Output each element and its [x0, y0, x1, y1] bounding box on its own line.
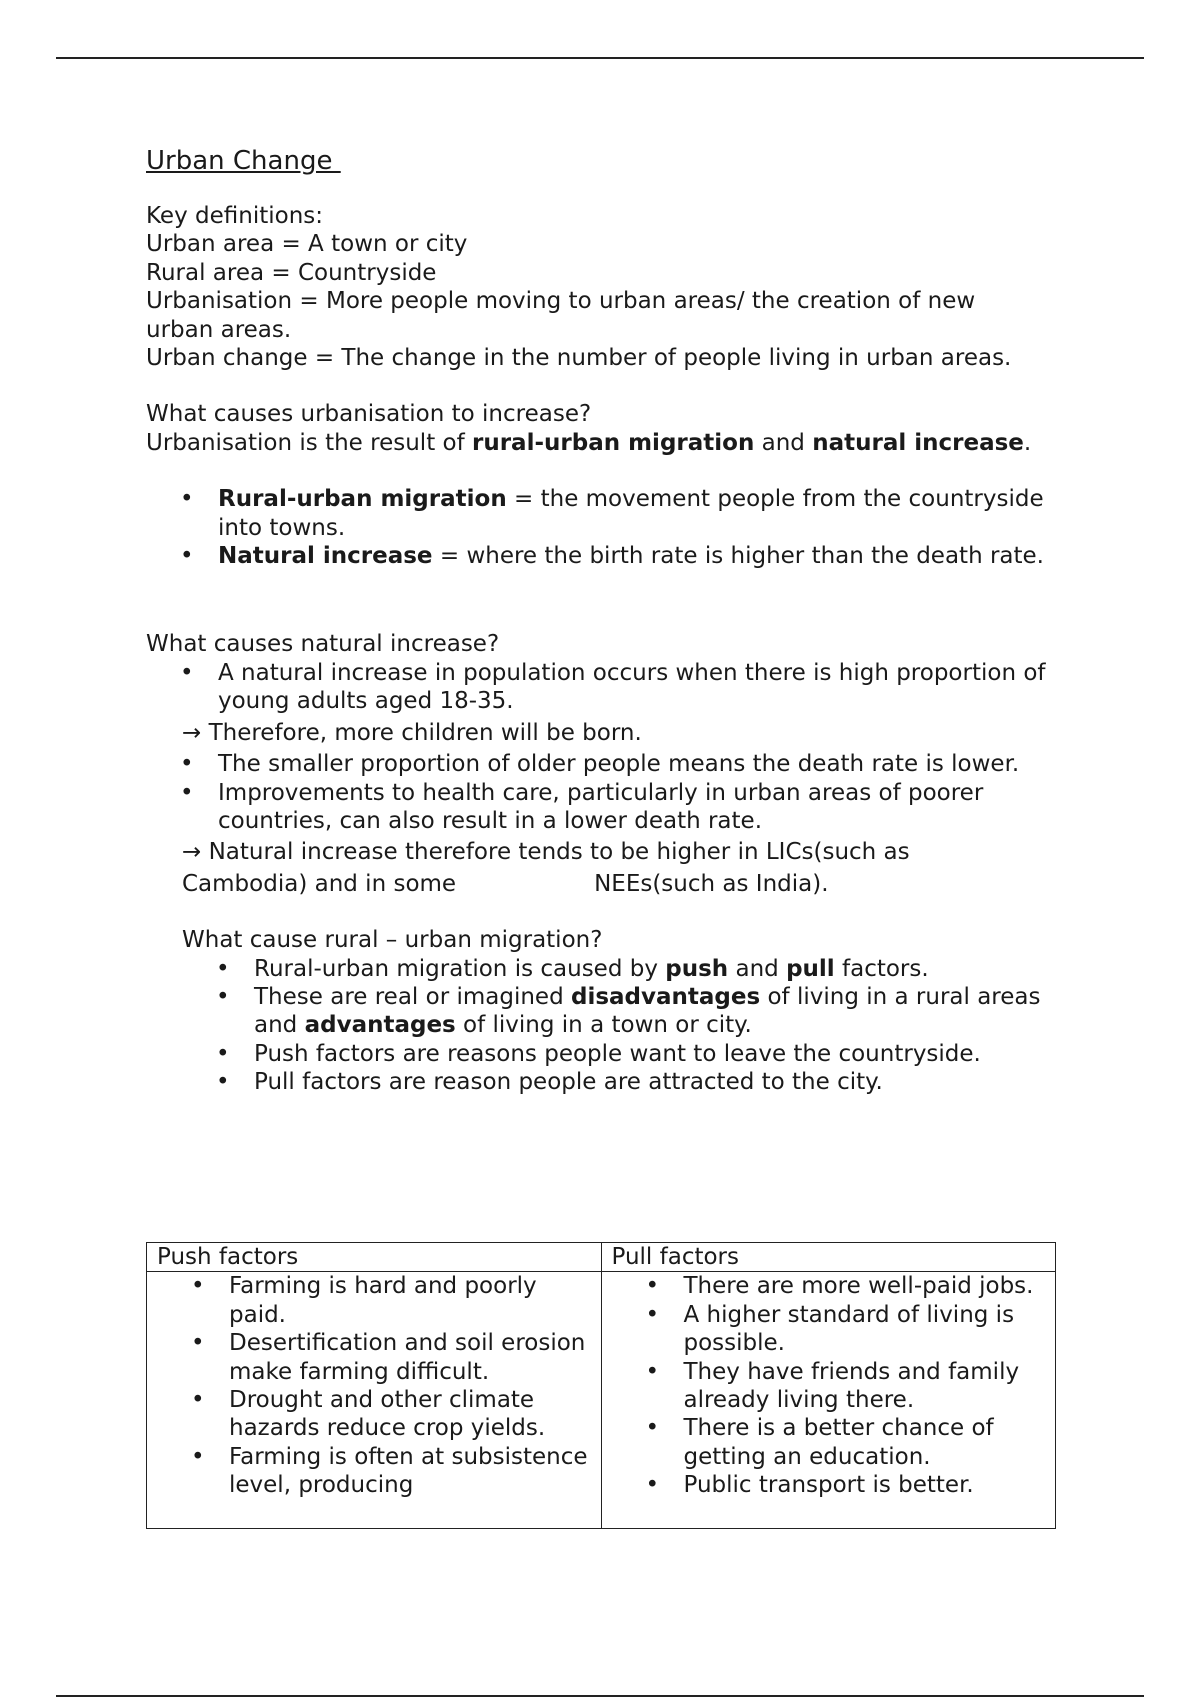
list-item: • Rural-urban migration = the movement people from the countryside into towns.	[146, 485, 1046, 542]
migration-question: What cause rural – urban migration?	[182, 927, 603, 954]
pull-factors-cell	[601, 1272, 1056, 1529]
page-title: Urban Change	[146, 146, 341, 176]
list-item: • There are more well-paid jobs.	[602, 1272, 1056, 1300]
list-item: • Pull factors are reason people are attracted to the city.	[146, 1068, 1046, 1096]
natural-increase-question: What causes natural increase?	[146, 631, 500, 658]
definition-urban-area: Urban area = A town or city	[146, 231, 468, 258]
push-pull-table	[146, 1242, 1056, 1529]
list-item: • A higher standard of living is possible.	[602, 1301, 1056, 1358]
push-factors-cell	[147, 1272, 602, 1529]
urbanisation-question: What causes urbanisation to increase?	[146, 401, 592, 428]
list-item: • Public transport is better.	[602, 1471, 1056, 1499]
list-item: • The smaller proportion of older people means the death rate is lower.	[146, 750, 1046, 778]
arrow-note-line2: Cambodia) and in some NEEs(such as India).	[182, 870, 829, 897]
list-item: • A natural increase in population occurs when there is high proportion of young adults aged 18-35.	[146, 659, 1046, 716]
definition-urbanisation: Urbanisation = More people moving to urban areas/ the creation of new urban areas.	[146, 288, 976, 343]
table-row	[147, 1272, 1056, 1529]
natural-increase-list-cont	[146, 750, 1046, 835]
definition-urban-change: Urban change = The change in the number of people living in urban areas.	[146, 345, 1012, 372]
list-item: • Natural increase = where the birth rate is higher than the death rate.	[146, 542, 1046, 570]
list-item: • Farming is hard and poorly paid.	[147, 1272, 601, 1329]
urbanisation-intro: Urbanisation is the result of rural-urban migration and natural increase.	[146, 429, 1032, 456]
footer-rule	[56, 1695, 1144, 1697]
list-item: • Drought and other climate hazards reduce crop yields.	[147, 1386, 601, 1443]
list-item: • There is a better chance of getting an education.	[602, 1414, 1056, 1471]
list-item: • These are real or imagined disadvantages of living in a rural areas and advantages of living in a town or city.	[146, 983, 1046, 1040]
list-item: • Rural-urban migration is caused by push and pull factors.	[146, 955, 1046, 983]
arrow-note-line1: → Natural increase therefore tends to be higher in LICs(such as	[182, 839, 910, 866]
list-item: • Farming is often at subsistence level, producing	[147, 1443, 601, 1500]
table-header-row	[147, 1243, 1056, 1272]
header-rule	[56, 57, 1144, 59]
migration-list	[146, 955, 1046, 1097]
list-item: • Improvements to health care, particularly in urban areas of poorer countries, can also result in a lower death rate.	[146, 779, 1046, 836]
definition-rural-area: Rural area = Countryside	[146, 259, 437, 286]
pull-factors-header: Pull factors	[601, 1243, 1056, 1272]
push-factors-header: Push factors	[147, 1243, 602, 1272]
list-item: • They have friends and family already living there.	[602, 1358, 1056, 1415]
natural-increase-list	[146, 659, 1046, 716]
arrow-note: → Therefore, more children will be born.	[182, 719, 642, 746]
list-item: • Desertification and soil erosion make farming difficult.	[147, 1329, 601, 1386]
document-body	[146, 145, 1046, 1097]
key-definitions-heading: Key definitions:	[146, 203, 324, 229]
urbanisation-causes-list	[146, 485, 1046, 570]
list-item: • Push factors are reasons people want to leave the countryside.	[146, 1040, 1046, 1068]
